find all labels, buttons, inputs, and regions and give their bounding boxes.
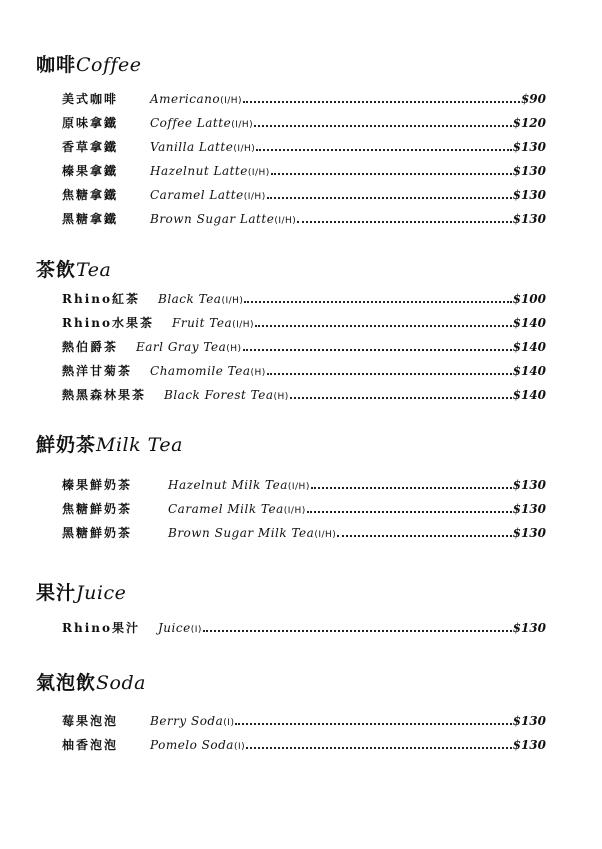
heading-en: Milk Tea — [96, 434, 183, 456]
item-price: $130 — [512, 478, 546, 492]
dot-leader — [244, 301, 511, 303]
item-price: $90 — [520, 92, 546, 106]
menu-item — [62, 736, 546, 760]
item-temperature-option: (I/H) — [314, 530, 337, 540]
item-name-en — [150, 140, 255, 154]
dot-leader — [337, 535, 511, 537]
item-name-en-text: Black Forest Tea — [164, 388, 274, 402]
section-heading-tea — [36, 255, 111, 282]
menu-item — [62, 186, 546, 210]
dot-leader — [243, 101, 520, 103]
item-name-zh: 榛果拿鐵 — [62, 164, 119, 178]
item-name-en-text: Hazelnut Latte — [150, 164, 248, 178]
dot-leader — [256, 149, 511, 151]
item-temperature-option: (H) — [250, 368, 266, 378]
item-price: $130 — [512, 502, 546, 516]
menu-item — [62, 290, 546, 314]
heading-en: Coffee — [76, 54, 142, 76]
item-temperature-option: (I/H) — [287, 482, 310, 492]
menu-item — [62, 362, 546, 386]
section-heading-soda — [36, 668, 146, 695]
item-name-en-text: Brown Sugar Latte — [150, 212, 275, 226]
item-name-en-text: Earl Gray Tea — [136, 340, 227, 354]
heading-zh: 果汁 — [36, 582, 77, 604]
item-name-en-text: Juice — [158, 621, 191, 635]
item-price: $130 — [512, 621, 546, 635]
item-name-en — [136, 340, 242, 354]
item-price: $140 — [512, 316, 546, 330]
dot-leader — [243, 349, 512, 351]
item-temperature-option: (I) — [223, 718, 235, 728]
menu-item — [62, 314, 546, 338]
item-temperature-option: (H) — [273, 392, 289, 402]
item-name-zh: 原味拿鐵 — [62, 116, 119, 130]
section-juice — [62, 619, 546, 643]
item-name-zh: 柚香泡泡 — [62, 738, 119, 752]
item-name-en-text: Vanilla Latte — [150, 140, 234, 154]
section-tea — [62, 290, 546, 410]
item-name-zh: Rhino果汁 — [62, 621, 140, 635]
section-heading-juice — [36, 578, 126, 605]
dot-leader — [255, 325, 512, 327]
dot-leader — [203, 630, 512, 632]
menu-item — [62, 138, 546, 162]
item-price: $140 — [512, 340, 546, 354]
item-name-en-text: Berry Soda — [150, 714, 224, 728]
heading-zh: 茶飲 — [36, 259, 77, 281]
dot-leader — [311, 487, 512, 489]
item-name-zh: 黑糖鮮奶茶 — [62, 526, 133, 540]
section-coffee — [62, 90, 546, 234]
dot-leader — [271, 173, 512, 175]
item-name-zh: 香草拿鐵 — [62, 140, 119, 154]
item-name-en-text: Hazelnut Milk Tea — [168, 478, 288, 492]
item-temperature-option: (I/H) — [232, 320, 255, 330]
item-name-en — [150, 164, 270, 178]
menu-item — [62, 524, 546, 548]
item-name-zh: Rhino水果茶 — [62, 316, 154, 330]
dot-leader — [235, 723, 511, 725]
item-price: $140 — [512, 388, 546, 402]
item-name-en — [168, 478, 310, 492]
item-name-en-text: Caramel Latte — [150, 188, 244, 202]
heading-zh: 咖啡 — [36, 54, 77, 76]
item-name-en-text: Coffee Latte — [150, 116, 232, 130]
item-name-en — [158, 292, 243, 306]
menu-item — [62, 476, 546, 500]
item-temperature-option: (I/H) — [231, 120, 254, 130]
dot-leader — [267, 197, 512, 199]
item-name-zh: 美式咖啡 — [62, 92, 119, 106]
heading-en: Tea — [76, 259, 112, 281]
heading-en: Juice — [76, 582, 127, 604]
dot-leader — [254, 125, 511, 127]
dot-leader — [246, 747, 511, 749]
item-name-zh: 焦糖鮮奶茶 — [62, 502, 133, 516]
heading-zh: 鮮奶茶 — [36, 434, 97, 456]
item-name-en-text: Black Tea — [158, 292, 222, 306]
menu-item — [62, 90, 546, 114]
item-temperature-option: (I/H) — [233, 144, 256, 154]
item-temperature-option: (I/H) — [220, 96, 243, 106]
item-name-en — [150, 116, 253, 130]
section-milk — [62, 476, 546, 548]
item-price: $130 — [512, 140, 546, 154]
item-name-en — [158, 621, 202, 635]
dot-leader — [297, 221, 511, 223]
section-heading-coffee — [36, 50, 142, 77]
menu-item — [62, 500, 546, 524]
item-name-en — [150, 714, 234, 728]
item-name-zh: 榛果鮮奶茶 — [62, 478, 133, 492]
heading-zh: 氣泡飲 — [36, 672, 97, 694]
item-name-en — [150, 92, 242, 106]
item-name-en-text: Pomelo Soda — [150, 738, 234, 752]
item-name-en-text: Americano — [150, 92, 221, 106]
item-temperature-option: (I/H) — [247, 168, 270, 178]
section-heading-milk — [36, 430, 183, 457]
item-temperature-option: (I/H) — [283, 506, 306, 516]
item-price: $130 — [512, 212, 546, 226]
menu-item — [62, 162, 546, 186]
menu-item — [62, 619, 546, 643]
menu-item — [62, 712, 546, 736]
item-price: $130 — [512, 164, 546, 178]
item-name-en-text: Caramel Milk Tea — [168, 502, 284, 516]
item-name-en — [150, 188, 266, 202]
item-name-zh: 熱黑森林果茶 — [62, 388, 147, 402]
dot-leader — [267, 373, 512, 375]
menu-item — [62, 114, 546, 138]
item-name-en-text: Fruit Tea — [172, 316, 233, 330]
item-temperature-option: (I/H) — [221, 296, 244, 306]
item-price: $130 — [512, 738, 546, 752]
item-temperature-option: (I) — [190, 625, 202, 635]
heading-en: Soda — [96, 672, 146, 694]
item-temperature-option: (I/H) — [274, 216, 297, 226]
item-name-zh: 焦糖拿鐵 — [62, 188, 119, 202]
menu-item — [62, 386, 546, 410]
item-name-zh: 黑糖拿鐵 — [62, 212, 119, 226]
item-price: $140 — [512, 364, 546, 378]
item-name-en — [168, 502, 306, 516]
item-name-en — [164, 388, 289, 402]
item-name-zh: 莓果泡泡 — [62, 714, 119, 728]
item-price: $100 — [512, 292, 546, 306]
item-price: $130 — [512, 526, 546, 540]
item-name-en — [150, 738, 245, 752]
item-price: $130 — [512, 714, 546, 728]
item-name-en — [172, 316, 254, 330]
item-name-en — [168, 526, 336, 540]
item-name-en-text: Brown Sugar Milk Tea — [168, 526, 315, 540]
item-name-en-text: Chamomile Tea — [150, 364, 251, 378]
item-name-zh: Rhino紅茶 — [62, 292, 140, 306]
item-temperature-option: (I/H) — [243, 192, 266, 202]
item-name-en — [150, 364, 266, 378]
item-price: $130 — [512, 188, 546, 202]
item-name-zh: 熱洋甘菊茶 — [62, 364, 133, 378]
item-temperature-option: (I) — [233, 742, 246, 752]
item-price: $120 — [512, 116, 546, 130]
menu-item — [62, 338, 546, 362]
dot-leader — [290, 397, 512, 399]
item-name-zh: 熱伯爵茶 — [62, 340, 119, 354]
section-soda — [62, 712, 546, 760]
menu-item — [62, 210, 546, 234]
item-temperature-option: (H) — [226, 344, 242, 354]
item-name-en — [150, 212, 296, 226]
dot-leader — [307, 511, 512, 513]
